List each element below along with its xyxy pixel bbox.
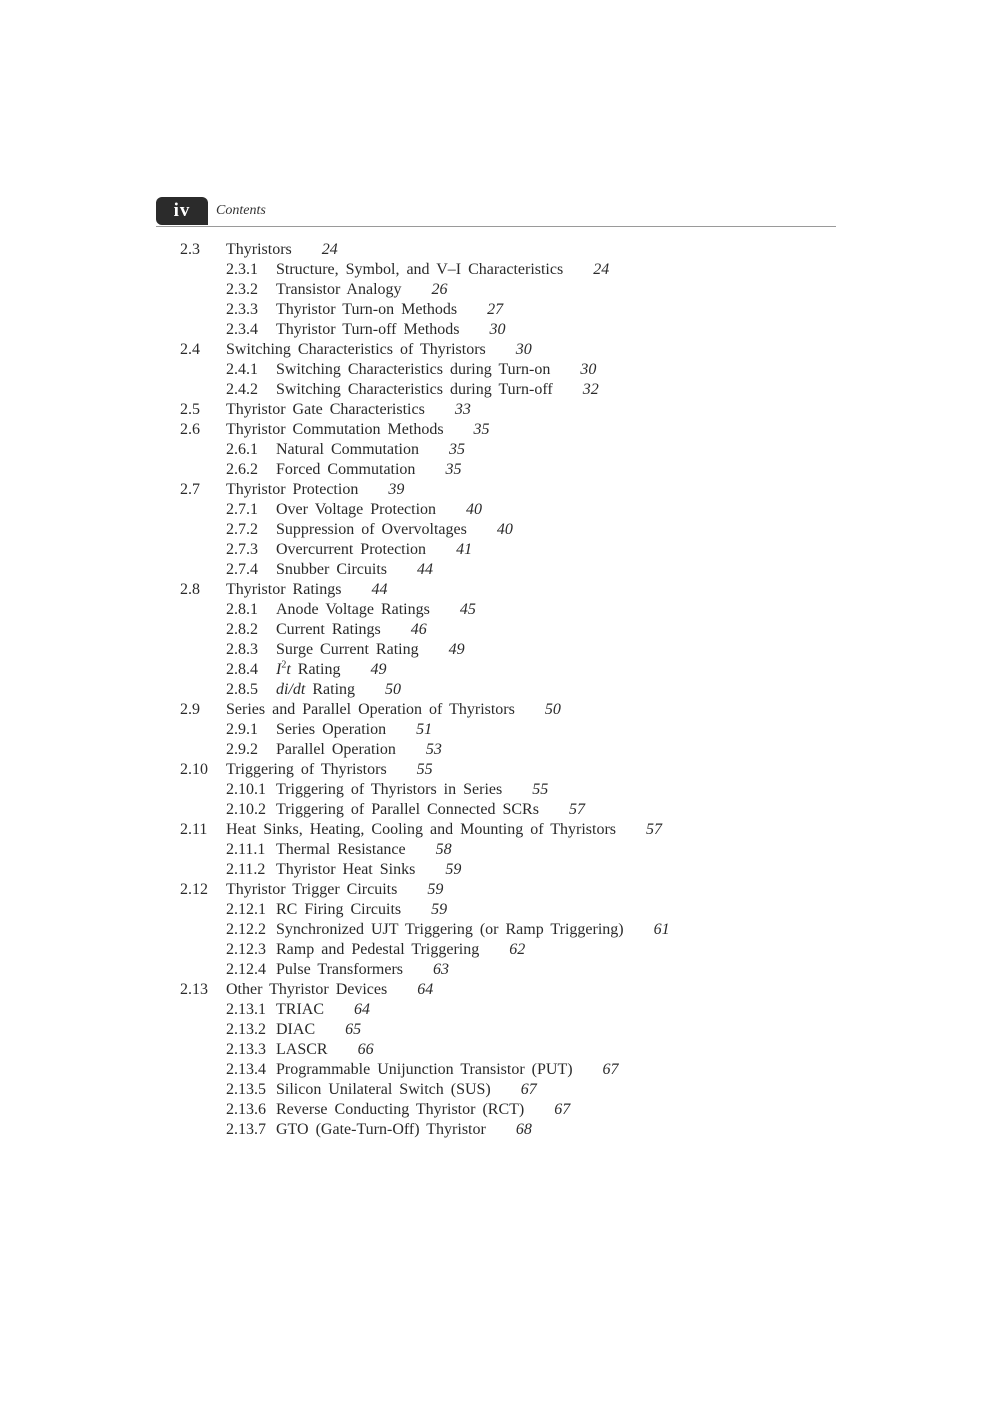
toc-entry-page-number: 65	[345, 1021, 362, 1038]
toc-entry-title-text: Rating	[290, 661, 341, 678]
toc-entry-title-text: Surge Current Rating	[276, 641, 419, 658]
toc-entry-page-number: 35	[445, 461, 462, 478]
toc-entry-title	[276, 780, 548, 800]
toc-entry-number: 2.9.1	[226, 721, 258, 738]
toc-subsection-entry[interactable]	[0, 360, 992, 380]
toc-entry-title-italic: t	[286, 661, 291, 678]
toc-subsection-entry[interactable]	[0, 640, 992, 660]
toc-entry-title	[276, 920, 670, 940]
toc-entry-number: 2.13.4	[226, 1061, 266, 1078]
toc-entry-number: 2.6.1	[226, 441, 258, 458]
toc-entry-title	[276, 840, 452, 860]
toc-entry-title-text: Thyristor Turn-on Methods	[276, 301, 458, 318]
toc-entry-page-number: 40	[466, 501, 483, 518]
toc-entry-title-text: Heat Sinks, Heating, Cooling and Mounting of Thyristors	[226, 821, 617, 838]
toc-subsection-entry[interactable]	[0, 600, 992, 620]
toc-entry-page-number: 30	[515, 341, 532, 358]
toc-entry-title	[276, 560, 433, 580]
toc-entry-title	[276, 600, 476, 620]
toc-entry-title	[226, 420, 490, 440]
toc-entry-page-number: 53	[425, 741, 442, 758]
toc-entry-page-number: 59	[427, 881, 444, 898]
toc-subsection-entry[interactable]	[0, 1000, 992, 1020]
toc-section-entry[interactable]	[0, 480, 992, 500]
toc-entry-page-number: 68	[515, 1121, 532, 1138]
toc-entry-number: 2.7.3	[226, 541, 258, 558]
toc-entry-page-number: 45	[459, 601, 476, 618]
toc-entry-title-text: Anode Voltage Ratings	[276, 601, 430, 618]
toc-entry-page-number: 33	[454, 401, 471, 418]
toc-entry-title-text: Switching Characteristics during Turn-on	[276, 361, 551, 378]
toc-section-entry[interactable]	[0, 240, 992, 260]
toc-entry-number: 2.8.3	[226, 641, 258, 658]
toc-entry-title-text: Silicon Unilateral Switch (SUS)	[276, 1081, 491, 1098]
toc-entry-title-text: Series and Parallel Operation of Thyristors	[226, 701, 515, 718]
toc-entry-title	[226, 760, 433, 780]
toc-entry-title-text: Rating	[305, 681, 356, 698]
toc-entry-title-text: Structure, Symbol, and V–I Characteristics	[276, 261, 564, 278]
toc-entry-title-text: Thyristor Ratings	[226, 581, 342, 598]
toc-entry-number: 2.11.2	[226, 861, 266, 878]
toc-entry-number: 2.11	[180, 821, 208, 838]
toc-entry-page-number: 59	[431, 901, 448, 918]
toc-subsection-entry[interactable]	[0, 1080, 992, 1100]
toc-entry-title	[276, 1020, 361, 1040]
toc-entry-title-text: Synchronized UJT Triggering (or Ramp Triggering)	[276, 921, 624, 938]
toc-subsection-entry[interactable]	[0, 1120, 992, 1140]
toc-subsection-entry[interactable]	[0, 1100, 992, 1120]
toc-entry-title	[276, 320, 506, 340]
toc-subsection-entry[interactable]	[0, 720, 992, 740]
toc-entry-page-number: 63	[433, 961, 450, 978]
toc-entry-title	[226, 340, 532, 360]
toc-entry-number: 2.10.2	[226, 801, 266, 818]
toc-entry-page-number: 32	[582, 381, 599, 398]
toc-entry-title-text: Thyristors	[226, 241, 292, 258]
toc-entry-page-number: 67	[602, 1061, 619, 1078]
toc-entry-title	[276, 800, 585, 820]
toc-subsection-entry[interactable]	[0, 1020, 992, 1040]
toc-entry-title-text: DIAC	[276, 1021, 316, 1038]
toc-entry-title	[226, 820, 662, 840]
toc-entry-number: 2.9.2	[226, 741, 258, 758]
toc-entry-title	[276, 380, 599, 400]
toc-entry-number: 2.12.3	[226, 941, 266, 958]
toc-entry-number: 2.10	[180, 761, 208, 778]
toc-entry-number: 2.9	[180, 701, 200, 718]
toc-entry-number: 2.12.4	[226, 961, 266, 978]
toc-entry-title	[276, 260, 609, 280]
toc-entry-number: 2.11.1	[226, 841, 266, 858]
toc-entry-page-number: 24	[321, 241, 338, 258]
table-of-contents	[0, 240, 992, 1140]
toc-entry-title-text: TRIAC	[276, 1001, 324, 1018]
toc-entry-title-superscript: 2	[281, 659, 287, 671]
toc-entry-page-number: 49	[448, 641, 465, 658]
toc-entry-title	[226, 480, 404, 500]
toc-entry-title-text: Switching Characteristics of Thyristors	[226, 341, 486, 358]
toc-entry-page-number: 57	[568, 801, 585, 818]
toc-entry-number: 2.12.1	[226, 901, 266, 918]
toc-entry-title	[276, 860, 461, 880]
toc-entry-page-number: 51	[416, 721, 433, 738]
toc-entry-title-text: Series Operation	[276, 721, 387, 738]
toc-subsection-entry[interactable]	[0, 740, 992, 760]
toc-entry-title	[276, 540, 472, 560]
toc-subsection-entry[interactable]	[0, 380, 992, 400]
toc-entry-page-number: 30	[489, 321, 506, 338]
toc-entry-number: 2.8.4	[226, 661, 258, 678]
toc-entry-title	[276, 720, 432, 740]
toc-subsection-entry[interactable]	[0, 940, 992, 960]
toc-entry-page-number: 67	[520, 1081, 537, 1098]
toc-entry-page-number: 57	[646, 821, 663, 838]
toc-entry-title	[276, 460, 461, 480]
toc-entry-title	[276, 620, 427, 640]
toc-subsection-entry[interactable]	[0, 1060, 992, 1080]
toc-entry-title-text: Programmable Unijunction Transistor (PUT)	[276, 1061, 573, 1078]
toc-entry-page-number: 35	[473, 421, 490, 438]
toc-entry-title	[226, 580, 387, 600]
toc-section-entry[interactable]	[0, 980, 992, 1000]
toc-entry-number: 2.5	[180, 401, 200, 418]
toc-entry-title-text: Overcurrent Protection	[276, 541, 427, 558]
toc-entry-number: 2.12	[180, 881, 208, 898]
toc-entry-title	[276, 1060, 619, 1080]
toc-section-entry[interactable]	[0, 760, 992, 780]
toc-entry-title	[226, 400, 471, 420]
running-header-title: Contents	[216, 203, 266, 218]
toc-entry-page-number: 64	[417, 981, 434, 998]
toc-entry-title-text: Other Thyristor Devices	[226, 981, 388, 998]
toc-entry-title-text: Reverse Conducting Thyristor (RCT)	[276, 1101, 525, 1118]
toc-subsection-entry[interactable]	[0, 920, 992, 940]
toc-entry-page-number: 67	[554, 1101, 571, 1118]
toc-subsection-entry[interactable]	[0, 540, 992, 560]
toc-entry-page-number: 46	[410, 621, 427, 638]
toc-entry-page-number: 44	[417, 561, 433, 578]
toc-entry-page-number: 55	[416, 761, 433, 778]
toc-entry-page-number: 41	[456, 541, 473, 558]
toc-entry-title	[276, 440, 465, 460]
toc-entry-number: 2.13.2	[226, 1021, 266, 1038]
toc-entry-title	[276, 960, 449, 980]
toc-entry-title	[276, 1120, 532, 1140]
toc-entry-number: 2.8.1	[226, 601, 258, 618]
toc-section-entry[interactable]	[0, 820, 992, 840]
toc-entry-number: 2.8.5	[226, 681, 258, 698]
toc-entry-page-number: 61	[653, 921, 670, 938]
toc-entry-number: 2.13.6	[226, 1101, 266, 1118]
toc-entry-page-number: 64	[354, 1001, 370, 1018]
toc-entry-title-text: LASCR	[276, 1041, 328, 1058]
toc-entry-page-number: 62	[509, 941, 526, 958]
toc-entry-number: 2.13.5	[226, 1081, 266, 1098]
toc-entry-title	[276, 680, 401, 700]
toc-entry-number: 2.3.4	[226, 321, 258, 338]
toc-subsection-entry[interactable]	[0, 840, 992, 860]
toc-entry-number: 2.7.4	[226, 561, 258, 578]
toc-subsection-entry[interactable]	[0, 320, 992, 340]
toc-subsection-entry[interactable]	[0, 660, 992, 680]
toc-entry-page-number: 24	[593, 261, 610, 278]
toc-entry-number: 2.3.1	[226, 261, 258, 278]
toc-entry-number: 2.4.2	[226, 381, 258, 398]
toc-subsection-entry[interactable]	[0, 280, 992, 300]
toc-section-entry[interactable]	[0, 340, 992, 360]
toc-entry-title-text: RC Firing Circuits	[276, 901, 402, 918]
page-number-tab: iv	[156, 197, 208, 225]
toc-subsection-entry[interactable]	[0, 900, 992, 920]
toc-entry-title-text: Forced Commutation	[276, 461, 416, 478]
toc-entry-page-number: 49	[370, 661, 387, 678]
toc-entry-number: 2.6.2	[226, 461, 258, 478]
toc-entry-page-number: 50	[385, 681, 402, 698]
page-header	[156, 197, 836, 227]
toc-subsection-entry[interactable]	[0, 860, 992, 880]
toc-entry-number: 2.3.3	[226, 301, 258, 318]
toc-subsection-entry[interactable]	[0, 440, 992, 460]
toc-entry-title-text: Thyristor Protection	[226, 481, 359, 498]
toc-entry-number: 2.4	[180, 341, 200, 358]
toc-entry-title-text: Thyristor Commutation Methods	[226, 421, 444, 438]
toc-entry-title	[226, 880, 443, 900]
toc-entry-title	[276, 1080, 537, 1100]
toc-subsection-entry[interactable]	[0, 500, 992, 520]
toc-entry-title-italic: I	[276, 661, 282, 678]
toc-entry-title	[226, 240, 338, 260]
toc-entry-title-text: Snubber Circuits	[276, 561, 387, 578]
toc-entry-number: 2.4.1	[226, 361, 258, 378]
toc-entry-page-number: 27	[487, 301, 504, 318]
toc-entry-title-text: GTO (Gate-Turn-Off) Thyristor	[276, 1121, 486, 1138]
toc-entry-page-number: 50	[544, 701, 561, 718]
toc-entry-title-text: Triggering of Thyristors in Series	[276, 781, 503, 798]
toc-entry-page-number: 55	[532, 781, 549, 798]
toc-entry-number: 2.8	[180, 581, 200, 598]
toc-entry-title	[276, 520, 513, 540]
toc-entry-title	[226, 980, 433, 1000]
toc-entry-number: 2.7.2	[226, 521, 258, 538]
toc-subsection-entry[interactable]	[0, 680, 992, 700]
toc-entry-page-number: 66	[357, 1041, 374, 1058]
toc-entry-title-text: Triggering of Parallel Connected SCRs	[276, 801, 539, 818]
toc-entry-number: 2.7	[180, 481, 200, 498]
toc-entry-number: 2.13.3	[226, 1041, 266, 1058]
toc-entry-title-text: Ramp and Pedestal Triggering	[276, 941, 480, 958]
toc-subsection-entry[interactable]	[0, 560, 992, 580]
toc-entry-number: 2.7.1	[226, 501, 258, 518]
toc-section-entry[interactable]	[0, 580, 992, 600]
toc-entry-title	[276, 1100, 570, 1120]
toc-subsection-entry[interactable]	[0, 800, 992, 820]
toc-entry-title-text: Triggering of Thyristors	[226, 761, 387, 778]
toc-section-entry[interactable]	[0, 400, 992, 420]
toc-section-entry[interactable]	[0, 700, 992, 720]
toc-entry-page-number: 44	[371, 581, 388, 598]
toc-entry-title-text: Thyristor Trigger Circuits	[226, 881, 398, 898]
toc-entry-title-text: Current Ratings	[276, 621, 381, 638]
toc-entry-title	[276, 640, 465, 660]
toc-section-entry[interactable]	[0, 880, 992, 900]
toc-subsection-entry[interactable]	[0, 1040, 992, 1060]
toc-entry-title	[276, 740, 442, 760]
toc-entry-page-number: 40	[496, 521, 513, 538]
toc-entry-title	[276, 360, 596, 380]
toc-entry-title	[276, 900, 447, 920]
toc-entry-number: 2.12.2	[226, 921, 266, 938]
toc-entry-number: 2.3	[180, 241, 200, 258]
toc-entry-number: 2.8.2	[226, 621, 258, 638]
toc-entry-title-italic: di/dt	[276, 681, 306, 698]
toc-entry-title	[276, 280, 448, 300]
toc-section-entry[interactable]	[0, 420, 992, 440]
toc-entry-number: 2.10.1	[226, 781, 266, 798]
toc-entry-title-text: Pulse Transformers	[276, 961, 404, 978]
toc-entry-number: 2.13.7	[226, 1121, 266, 1138]
toc-entry-title	[276, 300, 503, 320]
toc-subsection-entry[interactable]	[0, 960, 992, 980]
toc-entry-title-text: Thermal Resistance	[276, 841, 406, 858]
toc-entry-number: 2.13	[180, 981, 208, 998]
toc-entry-number: 2.3.2	[226, 281, 258, 298]
toc-entry-page-number: 39	[388, 481, 405, 498]
toc-entry-page-number: 26	[431, 281, 448, 298]
toc-subsection-entry[interactable]	[0, 780, 992, 800]
toc-entry-title-text: Thyristor Heat Sinks	[276, 861, 416, 878]
toc-entry-title-text: Over Voltage Protection	[276, 501, 437, 518]
toc-entry-title-text: Switching Characteristics during Turn-off	[276, 381, 553, 398]
toc-entry-title	[276, 1040, 374, 1060]
toc-entry-title	[276, 940, 525, 960]
toc-entry-number: 2.13.1	[226, 1001, 266, 1018]
toc-entry-title	[276, 500, 482, 520]
toc-entry-title-text: Thyristor Gate Characteristics	[226, 401, 425, 418]
toc-entry-page-number: 58	[435, 841, 452, 858]
toc-subsection-entry[interactable]	[0, 300, 992, 320]
toc-subsection-entry[interactable]	[0, 460, 992, 480]
toc-entry-title-text: Parallel Operation	[276, 741, 396, 758]
toc-entry-page-number: 35	[448, 441, 465, 458]
toc-subsection-entry[interactable]	[0, 520, 992, 540]
toc-entry-title	[226, 700, 561, 720]
toc-entry-title-text: Transistor Analogy	[276, 281, 402, 298]
toc-subsection-entry[interactable]	[0, 260, 992, 280]
toc-entry-title	[276, 1000, 370, 1020]
toc-entry-title-text: Suppression of Overvoltages	[276, 521, 467, 538]
toc-entry-title	[276, 660, 386, 680]
toc-entry-page-number: 59	[445, 861, 462, 878]
toc-entry-title-text: Thyristor Turn-off Methods	[276, 321, 460, 338]
toc-subsection-entry[interactable]	[0, 620, 992, 640]
toc-entry-number: 2.6	[180, 421, 200, 438]
toc-entry-page-number: 30	[580, 361, 597, 378]
toc-entry-title-text: Natural Commutation	[276, 441, 419, 458]
